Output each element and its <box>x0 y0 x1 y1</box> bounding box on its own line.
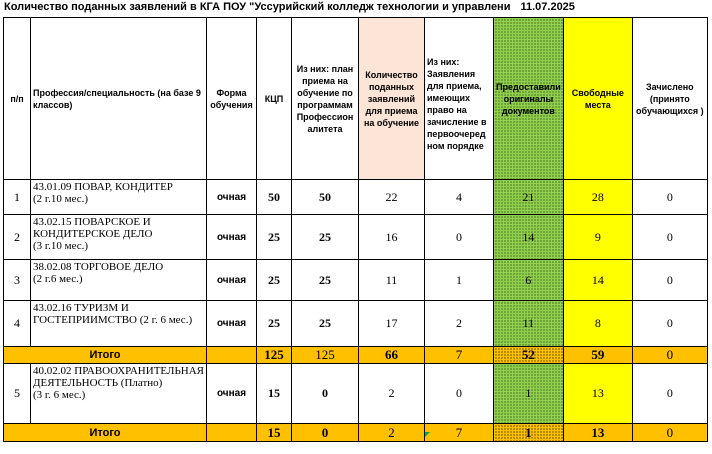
row-kcp: 50 <box>257 180 292 215</box>
row-profession <box>31 215 207 260</box>
row-originals: 11 <box>494 301 564 347</box>
row-priority: 1 <box>425 260 494 301</box>
row-kcp: 25 <box>257 215 292 260</box>
row-form: очная <box>207 364 257 424</box>
sheet-title <box>4 1 575 16</box>
row-priority: 0 <box>425 215 494 260</box>
table-row <box>4 180 708 215</box>
row-plan: 25 <box>292 260 359 301</box>
total-enrolled: 0 <box>632 424 707 442</box>
total-plan: 125 <box>292 347 359 364</box>
row-form: очная <box>207 215 257 260</box>
total-label: Итого <box>4 347 207 364</box>
header-originals: Предоставили оригиналы документов <box>494 18 564 180</box>
header-form: Форма обучения <box>207 18 257 180</box>
row-submitted: 17 <box>359 301 425 347</box>
table-row <box>4 260 708 301</box>
row-num: 4 <box>4 301 31 347</box>
row-submitted: 16 <box>359 215 425 260</box>
row-profession <box>31 180 207 215</box>
row-originals: 21 <box>494 180 564 215</box>
total-plan: 0 <box>292 424 359 442</box>
profession-term: (3 г. 6 мес.) <box>33 389 86 401</box>
header-row <box>4 18 708 180</box>
row-free: 8 <box>563 301 632 347</box>
header-submitted: Количество поданных заявлений для приема на обучение <box>359 18 425 180</box>
row-plan: 0 <box>292 364 359 424</box>
profession-name: 43.01.09 ПОВАР, КОНДИТЕР <box>33 181 173 193</box>
row-form: очная <box>207 301 257 347</box>
row-enrolled: 0 <box>632 215 707 260</box>
total-free: 59 <box>563 347 632 364</box>
row-form: очная <box>207 180 257 215</box>
profession-name: 40.02.02 ПРАВООХРАНИТЕЛЬНАЯ ДЕЯТЕЛЬНОСТЬ (Платно) <box>33 365 204 389</box>
row-kcp: 25 <box>257 260 292 301</box>
row-submitted: 22 <box>359 180 425 215</box>
row-priority: 4 <box>425 180 494 215</box>
total-priority: 7 <box>425 347 494 364</box>
row-profession <box>31 260 207 301</box>
row-form: очная <box>207 260 257 301</box>
header-enrolled: Зачислено (принято обучающихся ) <box>632 18 707 180</box>
row-num: 1 <box>4 180 31 215</box>
cell-comment-marker <box>425 432 430 437</box>
row-plan: 25 <box>292 215 359 260</box>
row-priority: 0 <box>425 364 494 424</box>
row-profession <box>31 301 207 347</box>
row-free: 9 <box>563 215 632 260</box>
row-originals: 14 <box>494 215 564 260</box>
total-label: Итого <box>4 424 207 442</box>
row-submitted: 11 <box>359 260 425 301</box>
row-enrolled: 0 <box>632 260 707 301</box>
total-form <box>207 424 257 442</box>
row-originals: 1 <box>494 364 564 424</box>
row-plan: 25 <box>292 301 359 347</box>
total-submitted: 66 <box>359 347 425 364</box>
total-free: 13 <box>563 424 632 442</box>
title-date: 11.07.2025 <box>520 1 575 13</box>
row-num: 2 <box>4 215 31 260</box>
table-row <box>4 215 708 260</box>
profession-name: 38.02.08 ТОРГОВОЕ ДЕЛО <box>33 261 164 273</box>
row-num: 5 <box>4 364 31 424</box>
header-free: Свободные места <box>563 18 632 180</box>
total-form <box>207 347 257 364</box>
total-originals: 1 <box>494 424 564 442</box>
total-kcp: 15 <box>257 424 292 442</box>
row-free: 13 <box>563 364 632 424</box>
row-enrolled: 0 <box>632 180 707 215</box>
profession-term: (2 г.6 мес.) <box>33 273 83 285</box>
total-priority: 7 <box>425 424 494 442</box>
table-row <box>4 301 708 347</box>
total-kcp: 125 <box>257 347 292 364</box>
profession-term: (2 г.10 мес.) <box>33 193 89 205</box>
header-num: п/п <box>4 18 31 180</box>
row-free: 28 <box>563 180 632 215</box>
header-kcp: КЦП <box>257 18 292 180</box>
header-priority: Из них: Заявления для приема, имеющих право на зачисление в первоочеред ном порядке <box>425 18 494 180</box>
row-priority: 2 <box>425 301 494 347</box>
row-kcp: 15 <box>257 364 292 424</box>
row-submitted: 2 <box>359 364 425 424</box>
profession-name: 43.02.16 ТУРИЗМ И ГОСТЕПРИИМСТВО (2 г. 6 мес.) <box>33 302 193 326</box>
total-originals: 52 <box>494 347 564 364</box>
profession-term: (3 г.10 мес.) <box>33 240 89 252</box>
total-enrolled: 0 <box>632 347 707 364</box>
row-enrolled: 0 <box>632 364 707 424</box>
row-free: 14 <box>563 260 632 301</box>
row-originals: 6 <box>494 260 564 301</box>
table-row <box>4 364 708 424</box>
total-row <box>4 424 708 442</box>
row-num: 3 <box>4 260 31 301</box>
total-submitted: 2 <box>359 424 425 442</box>
header-plan: Из них: план приема на обучение по программам Профессион алитета <box>292 18 359 180</box>
title-text: Количество поданных заявлений в КГА ПОУ "Уссурийский колледж технологии и управлени <box>4 1 511 13</box>
profession-name: 43.02.15 ПОВАРСКОЕ И КОНДИТЕРСКОЕ ДЕЛО <box>33 216 153 240</box>
applications-table <box>3 17 708 442</box>
row-profession <box>31 364 207 424</box>
row-enrolled: 0 <box>632 301 707 347</box>
row-plan: 50 <box>292 180 359 215</box>
row-kcp: 25 <box>257 301 292 347</box>
total-row <box>4 347 708 364</box>
header-profession: Профессия/специальность (на базе 9 классов) <box>31 18 207 180</box>
